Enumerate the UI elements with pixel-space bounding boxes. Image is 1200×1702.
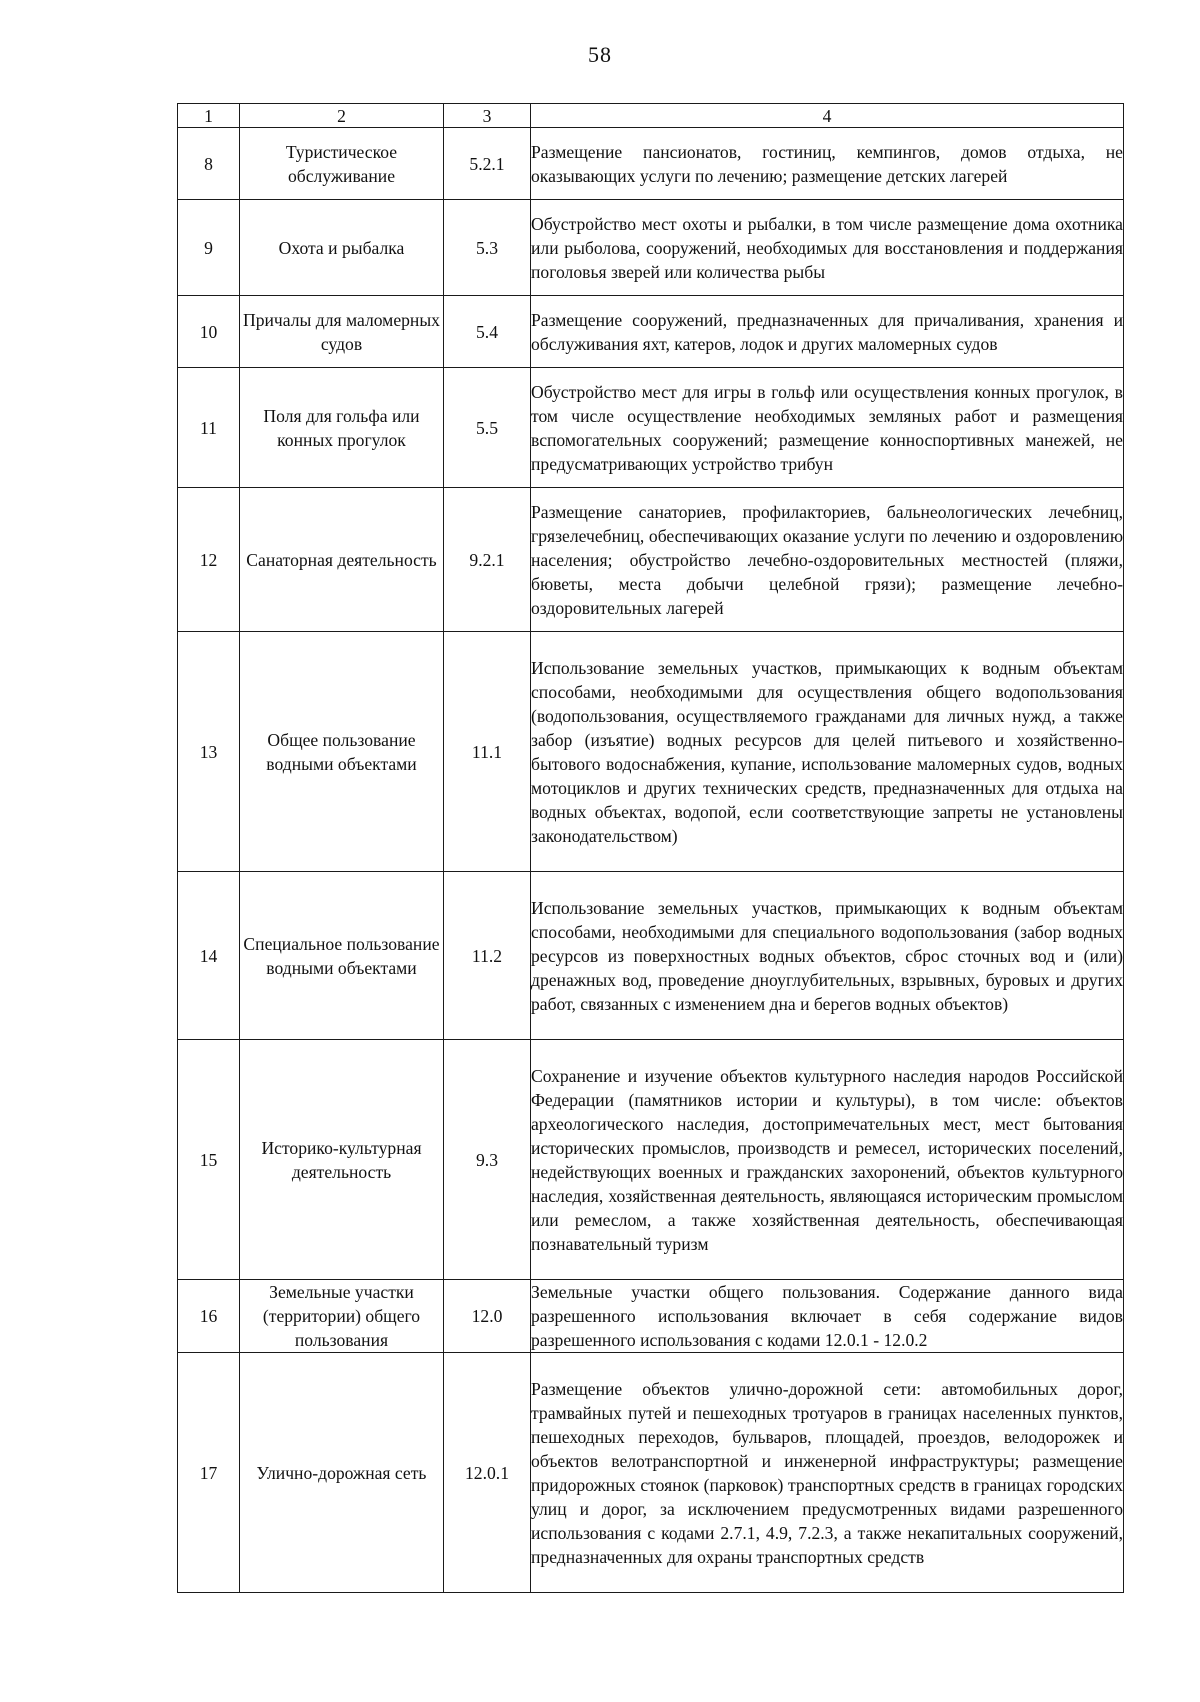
- table-row: [178, 296, 1124, 368]
- table-row: [178, 1280, 1124, 1353]
- use-type-name: Охота и рыбалка: [240, 200, 444, 296]
- use-type-name: Поля для гольфа или конных прогулок: [240, 368, 444, 488]
- row-number: 16: [178, 1280, 240, 1353]
- table-row: [178, 368, 1124, 488]
- row-number: 8: [178, 128, 240, 200]
- row-number: 14: [178, 872, 240, 1040]
- header-col-1: 1: [178, 104, 240, 128]
- use-type-name: Санаторная деятельность: [240, 488, 444, 632]
- use-type-description: Размещение пансионатов, гостиниц, кемпингов, домов отдыха, не оказывающих услуги по лечению; размещение детских лагерей: [531, 128, 1124, 200]
- use-type-name: Общее пользование водными объектами: [240, 632, 444, 872]
- page-number: 58: [588, 42, 612, 67]
- use-type-name: Земельные участки (территории) общего пользования: [240, 1280, 444, 1353]
- use-type-name: Улично-дорожная сеть: [240, 1353, 444, 1593]
- row-number: 15: [178, 1040, 240, 1280]
- table-row: [178, 1353, 1124, 1593]
- row-number: 12: [178, 488, 240, 632]
- use-type-code: 9.2.1: [444, 488, 531, 632]
- use-type-code: 5.4: [444, 296, 531, 368]
- use-type-code: 12.0: [444, 1280, 531, 1353]
- use-type-name: Туристическое обслуживание: [240, 128, 444, 200]
- use-type-description: Земельные участки общего пользования. Содержание данного вида разрешенного использования включает в себя содержание видов разрешенного использования с кодами 12.0.1 - 12.0.2: [531, 1280, 1124, 1353]
- use-type-code: 12.0.1: [444, 1353, 531, 1593]
- header-col-3: 3: [444, 104, 531, 128]
- table-row: [178, 632, 1124, 872]
- use-type-description: Сохранение и изучение объектов культурного наследия народов Российской Федерации (памятников истории и культуры), в том числе: объектов археологического наследия, достопримечательных мест, мест бытования исторических промыслов, производств и ремесел, исторических поселений, недействующих военных и гражданских захоронений, объектов культурного наследия, хозяйственная деятельность, являющаяся историческим промыслом или ремеслом, а также хозяйственная деятельность, обеспечивающая познавательный туризм: [531, 1040, 1124, 1280]
- use-type-code: 5.5: [444, 368, 531, 488]
- row-number: 13: [178, 632, 240, 872]
- use-type-description: Обустройство мест для игры в гольф или осуществления конных прогулок, в том числе осуществление необходимых земляных работ и размещения вспомогательных сооружений; размещение конноспортивных манежей, не предусматривающих устройство трибун: [531, 368, 1124, 488]
- use-type-code: 5.2.1: [444, 128, 531, 200]
- row-number: 10: [178, 296, 240, 368]
- use-type-description: Обустройство мест охоты и рыбалки, в том числе размещение дома охотника или рыболова, сооружений, необходимых для восстановления и поддержания поголовья зверей или количества рыбы: [531, 200, 1124, 296]
- use-type-name: Специальное пользование водными объектами: [240, 872, 444, 1040]
- use-type-code: 9.3: [444, 1040, 531, 1280]
- use-type-code: 11.1: [444, 632, 531, 872]
- table-row: [178, 488, 1124, 632]
- table-row: [178, 1040, 1124, 1280]
- use-type-description: Размещение объектов улично-дорожной сети: автомобильных дорог, трамвайных путей и пешеходных тротуаров в границах населенных пунктов, пешеходных переходов, бульваров, площадей, проездов, велодорожек и объектов велотранспортной и инженерной инфраструктуры; размещение придорожных стоянок (парковок) транспортных средств в границах городских улиц и дорог, за исключением предусмотренных видами разрешенного использования с кодами 2.7.1, 4.9, 7.2.3, а также некапитальных сооружений, предназначенных для охраны транспортных средств: [531, 1353, 1124, 1593]
- use-type-description: Размещение санаториев, профилакториев, бальнеологических лечебниц, грязелечебниц, обеспечивающих оказание услуги по лечению и оздоровлению населения; обустройство лечебно-оздоровительных местностей (пляжи, бюветы, места добычи целебной грязи); размещение лечебно-оздоровительных лагерей: [531, 488, 1124, 632]
- row-number: 11: [178, 368, 240, 488]
- header-col-4: 4: [531, 104, 1124, 128]
- use-type-description: Использование земельных участков, примыкающих к водным объектам способами, необходимыми для специального водопользования (забор водных ресурсов из поверхностных водных объектов, сброс сточных вод и (или) дренажных вод, проведение дноуглубительных, взрывных, буровых и других работ, связанных с изменением дна и берегов водных объектов): [531, 872, 1124, 1040]
- table-row: [178, 128, 1124, 200]
- use-type-name: Историко-культурная деятельность: [240, 1040, 444, 1280]
- use-type-code: 11.2: [444, 872, 531, 1040]
- use-type-code: 5.3: [444, 200, 531, 296]
- use-type-name: Причалы для маломерных судов: [240, 296, 444, 368]
- use-type-description: Использование земельных участков, примыкающих к водным объектам способами, необходимыми для осуществления общего водопользования (водопользования, осуществляемого гражданами для личных нужд, а также забор (изъятие) водных ресурсов для целей питьевого и хозяйственно-бытового водоснабжения, купание, использование маломерных судов, водных мотоциклов и других технических средств, предназначенных для отдыха на водных объектах, водопой, если соответствующие запреты не установлены законодательством): [531, 632, 1124, 872]
- table-row: [178, 872, 1124, 1040]
- row-number: 9: [178, 200, 240, 296]
- use-type-description: Размещение сооружений, предназначенных для причаливания, хранения и обслуживания яхт, катеров, лодок и других маломерных судов: [531, 296, 1124, 368]
- land-use-table: [177, 103, 1124, 1593]
- row-number: 17: [178, 1353, 240, 1593]
- table-row: [178, 200, 1124, 296]
- header-col-2: 2: [240, 104, 444, 128]
- table-header-row: [178, 104, 1124, 128]
